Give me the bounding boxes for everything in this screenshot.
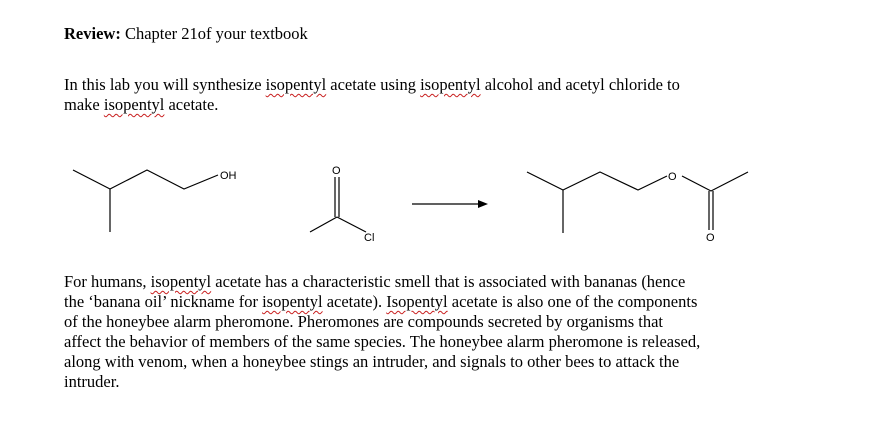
- spellcheck-word[interactable]: isopentyl: [265, 75, 327, 94]
- isopentyl-alcohol-structure: [73, 170, 218, 232]
- review-label: Review:: [64, 24, 121, 43]
- intro-text: make: [64, 95, 104, 114]
- spellcheck-word[interactable]: isopentyl: [420, 75, 481, 94]
- body-text: For humans,: [64, 272, 151, 291]
- spellcheck-word[interactable]: Isopentyl: [386, 292, 448, 311]
- body-line-2: [64, 292, 697, 312]
- reaction-arrow: [412, 200, 488, 208]
- body-line-4: affect the behavior of members of the same species. The honeybee alarm pheromone is released,: [64, 332, 701, 351]
- spellcheck-word[interactable]: isopentyl: [150, 272, 212, 291]
- spellcheck-word[interactable]: isopentyl: [103, 95, 165, 114]
- body-text: acetate has a characteristic smell that is associated with bananas (hence: [211, 272, 686, 291]
- review-heading: [64, 24, 308, 44]
- body-line-6: intruder.: [64, 372, 120, 391]
- acyl-cl-label: Cl: [364, 232, 375, 244]
- reaction-scheme: [0, 150, 892, 250]
- ester-oxygen-label: O: [668, 171, 677, 183]
- isopentyl-acetate-structure: [527, 172, 748, 233]
- body-line-3: of the honeybee alarm pheromone. Pheromones are compounds secreted by organisms that: [64, 312, 664, 331]
- alcohol-oh-label: OH: [220, 170, 237, 182]
- intro-text: In this lab you will synthesize: [64, 75, 266, 94]
- body-line-5: along with venom, when a honeybee stings an intruder, and signals to other bees to attack the: [64, 352, 680, 371]
- review-text: Chapter 21of your textbook: [120, 24, 308, 43]
- body-text: acetate is also one of the components: [447, 292, 698, 311]
- acyl-o-label: O: [332, 165, 341, 177]
- carbonyl-o-label: O: [706, 232, 715, 244]
- intro-text: acetate using: [326, 75, 421, 94]
- spellcheck-word[interactable]: isopentyl: [262, 292, 323, 311]
- intro-line-1: [64, 75, 680, 95]
- body-line-1: [64, 272, 685, 292]
- intro-line-2: [64, 95, 218, 115]
- body-text: the ‘banana oil’ nickname for: [64, 292, 263, 311]
- intro-text: acetate.: [164, 95, 219, 114]
- acetyl-chloride-structure: [310, 177, 366, 232]
- body-text: acetate).: [322, 292, 387, 311]
- intro-text: alcohol and acetyl chloride to: [480, 75, 680, 94]
